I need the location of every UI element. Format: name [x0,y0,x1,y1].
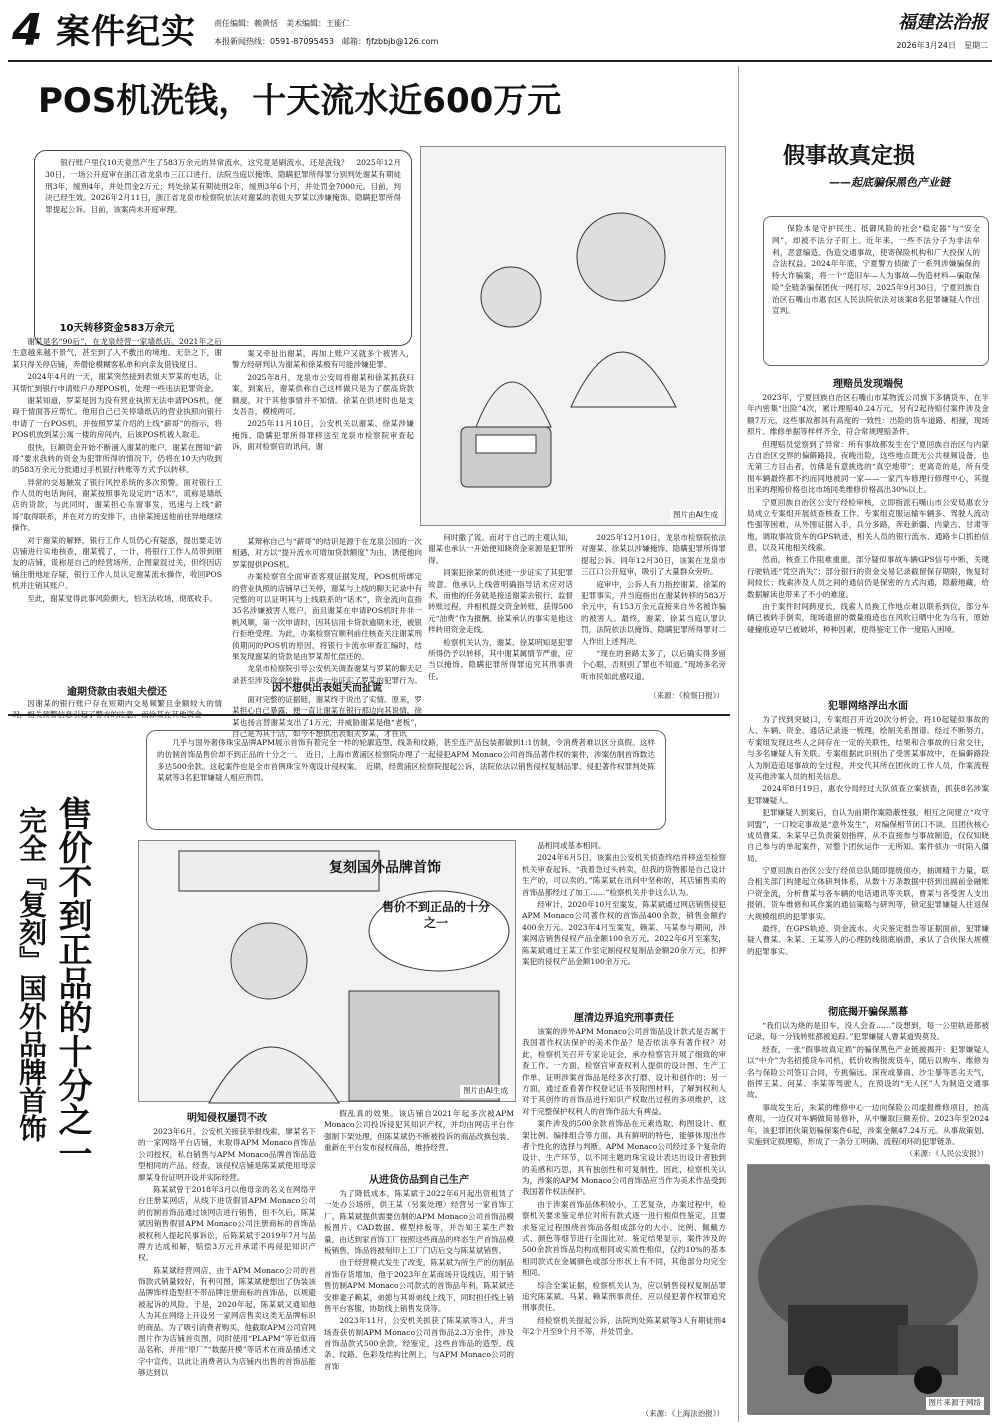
article-source: （来源：《检察日报》） [649,691,724,700]
image-caption: 图片由AI生成 [670,509,721,522]
body-paragraph: 至此，谢某觉得此事风险颇大，怕无法收场，彻底收手。 [27,593,218,603]
speech-bubble: 售价不到正品的十分之一 [381,900,490,930]
article-lead-box [146,730,666,830]
body-paragraph: 陈某斌曾于2018年3月以他母亲的名义在网络平台注册某网店，从线下进货假冒APM Monaco公司的仿制首饰品通过该网店进行销售，但不久后，陈某斌因销售假冒APM Monaco公司注册商标的首饰品被权利人提起民事诉讼，后陈某斌于2019年7月与品牌方达成和解，赔偿3万元并承诺不再侵犯知识产权。 [138,1184,316,1263]
column-1 [12,336,222,682]
column-a2-3b [522,1026,726,1404]
article-title: 假事故真定损 [783,143,916,169]
body-paragraph: 庭审中，公诉人有力指控谢某、徐某的犯罪事实，并当庭指出在谢某转移的583万余元中，有153万余元直接来自外名被诈骗的被害人。最终，谢某、徐某当庭认罪认罚，法院依法以掩饰、隐瞒犯罪所得罪对二人作出上述判决。 [581,579,726,646]
body-paragraph: 2024年6月5日，该案由公安机关侦查终结并移送至检察机关审查起诉。“我着急过头转卖，但我的货物都是自己设计生产的，可以卖的。”陈某斌在讯问中坚称的，其店铺售卖的首饰品都经过了加工……”检察机关并非这么认为。 [522,853,726,897]
body-paragraph: 经查，一张“假事故真定损”的骗保黑色产业链被揭开：犯罪嫌疑人以“中介”为名招揽货车司机，低价收购报废货车，随后以购车、维修为名与保险公司签订合同，专挑偏远、深夜或暴雨、沙尘暴等恶劣天气，指挥王某、何某、李某等驾驶人，在预设的“无人区”人为制造交通事故。 [747,1044,989,1100]
subhead-transfer: 10天转移资金583万余元 [59,323,175,334]
body-paragraph: 然而，核查工作阻难重重，部分疑似事故车辆GPS信号中断，关键行驶轨迹“凭空消失”；部分银行的资金交易记录截留保存期限，恢复时间较长；线索涉及人员之间的通信仍是保密的方式沟通，隐蔽地藏，给数据解读也带来了不小的难度。 [747,555,989,599]
subhead-liability: 厘清边界追究刑事责任 [574,1013,674,1024]
shop-sign: 复刻国外品牌首饰 [329,860,441,876]
body-paragraph: 保险本是守护民生、抵御风险的社会“稳定器”与“安全网”，却被不法分子盯上。近年来，一些不法分子为非法牟利，恶意编造、伪造交通事故，使寄保险机构和广大投保人的合法权益。2024年年底，宁夏警方侦破了一系列涉嫌骗保的特大诈骗案，将一个“造旧车—人为事故—伪造材料—骗取保险”全链条骗保团伙一网打尽。2025年9月30日，宁夏回族自治区石嘴山市惠农区人民法院依法对该案8名犯罪嫌疑人作出宣判。 [772,224,980,316]
column-3 [428,532,726,692]
pos-illustration-art [421,147,727,527]
masthead-logo: 福建法治报 [898,12,988,33]
vertical-title-sub: 完全『复刻』国外品牌首饰 [15,806,48,1142]
column-2c [232,694,422,739]
body-paragraph: 因谢某的银行账户存在短期内交易频繁且金额较大的情况，相关预警信息引起了警方的注意。而徐某在其他资金 [12,699,222,720]
article-pos-laundering [8,66,730,739]
subhead-loan: 逾期贷款由表姐夫偿还 [67,687,167,698]
column-a2-2b [324,1188,514,1416]
illustration-jewelry-shop [138,840,516,1102]
hotline-info: 本报新闻热线：0591-87095453 邮箱：fjfzbbjb@126.com [214,37,439,46]
column-a3-3 [747,1020,989,1144]
body-paragraph: 谢某是名“90后”，在龙泉经营一家墙纸店。2021年之后生意越来越不景气，甚至到了入不敷出的境地。无奈之下，谢某只得关停店铺，奔僧伦模糊客私单和向亲友借钱度日。 [12,337,222,369]
body-paragraph: 宁夏回族自治区公安厅经侦总队随即提级侦办，抽调精干力量，联合相关部门构建起立体研判体系，从数十万条数据中挤到出副前金融账户资金流，分析曹某与各车辆的电话通讯等关联，曹某与各受害人支出报销、货车维修和其作案的通信策略与研判等，锁定犯罪嫌疑人往返保大规模组织的犯罪事实。 [747,866,989,921]
body-paragraph: “现在的套路太多了，以后确实得多留个心眼，否则别了罪也不知道。”现场多名旁听市民如此感叹道。 [581,648,726,681]
subhead-infringe: 明知侵权屡罚不改 [187,1113,267,1124]
body-paragraph: 某辩称自己与“薪哥”的结识是源于在龙泉公园的一次相遇，对方以“提升流水可增加贷款额度”为由，诱使他向罗某提供POS机。 [232,537,423,569]
body-paragraph: 异常的交易触发了银行风控系统的多次预警。面对银行工作人员的电话询问，谢某按照事先设定的“话术”，谎称是墙纸店的货款，与此同时，谢某担心东窗事发，迅速与上线“薪哥”取得联系，并在对方的安排下，由徐某接送他前往异地继续操作。 [12,477,222,533]
body-paragraph: 假乱真的效果。该店铺自2021年起多次被APM Monaco公司投诉侵犯其知识产权，并均由网店平台作强制下架处理，但陈某斌仍不断被投诉的商品改换包装、重新在平台发布侵权商品，维持经营。 [324,1109,514,1153]
body-paragraph: 为了降低成本，陈某斌于2022年6月起出资租赁了一处办公场所，供王某（另案处理）经营另一家首饰工厂。陈某斌提供需要仿制的APM Monaco公司首饰品模板图片、CAD数据、模型样板等，并告知王某生产数量，由达到家首饰工厂按照这些商品的样态生产首饰品模板销售，饰品将被刻印上工厂门店后交与陈某斌销售。 [324,1189,514,1255]
body-paragraph: 最终，在GPS轨迹、资金流水、火灾鉴定报告等证据面前，犯罪嫌疑人曹某、朱某、王某等人的心理防线彻底崩溃，承认了合伙保大规模的犯罪事实。 [747,924,989,956]
body-paragraph: 2023年11月，公安机关抓获了陈某斌等3人，并当场查获仿制APM Monaco公司首饰品2.3万余件，涉及首饰品款式500余款。经鉴定，这些首饰品的造型、线条、纹路、色彩及结构比例上，与APM Monaco公司的首饰 [324,1316,514,1371]
article-fake-accident [738,66,992,1422]
column-1b [12,698,222,720]
column-a3-1 [747,392,989,692]
subhead-adjuster: 理赔员发现端倪 [833,379,903,390]
image-caption: 图片来源于网络 [926,1397,985,1410]
jewelry-illustration-art [139,841,517,1103]
body-paragraph: 陈某斌经营网店，由于APM Monaco公司的首饰款式销量较好，有利可图，陈某斌便想出了伪装该品牌饰样造型但不带品牌注册商标的首饰品，以规避被起诉的风险。于是，2020年起，陈某斌又通知他人为其在网络上开设另一家网店售卖这类无品牌标识的商品。为了吸引消费者购买，他截取APM公司官网图片作为店铺首页图，同时使用“PLAPM”等近似商品名称，并用“原厂”“数据开模”等话术在商品描述文字中宣传，以此让消费者认为店铺内出售的首饰品能够达到以 [138,1265,316,1378]
column-a2-3 [522,840,726,1006]
body-paragraph: 品相同或基本相同。 [537,841,606,850]
body-paragraph: 案又牵扯出谢某，再加上账户又就多个被害人，警方经研判认为谢某和徐某极有可能涉嫌犯罪。 [232,349,414,370]
body-paragraph: 经检察机关提起公诉，法院判处陈某斌等3人有期徒刑4年2个月至9个月不等，并处罚金。 [522,1315,726,1337]
body-paragraph: 很快，巨额资金开始不断涌入谢某的账户，谢某在图知“薪哥”要求我转的资金为犯罪所得的情况下，仍将在10天内收到的583万余元分批通过手机银行转账等方式予以转移。 [12,442,222,475]
body-paragraph: 由于涉案首饰品体积较小，工艺复杂，办案过程中，检察机关要求鉴定单位对所有款式逐一进行相似性鉴定，且要求鉴定过程围绕首饰品各组成部分的大小、比例、佩戴方式、颜色等细节进行全面比对。鉴定结果显示，案件涉及的500余款首饰品均构成相同或实质性相似，仅约10%的基本相同款式在金属颜色或部分形状上有不同，其他部分均完全相同。 [522,1199,726,1278]
column-2b [232,536,423,685]
page-header [8,6,992,62]
subhead-expose: 彻底揭开骗保黑幕 [828,1007,908,1018]
body-paragraph: 几乎与国外奢侈珠宝品牌APM展示首饰有着完全一样的轮廓造型、线条和纹路，甚至连产品包装都做到1:1仿制，令消费者难以区分真假。这样的仿制首饰品售价却不到正品的十分之一。 近日，上海市黄浦区检察院办理了一起侵犯APM Monaco公司首饰品著作权的案件，涉案仿制首饰数达多达500余款。这起案件也是全市首例珠宝外观设计侵权案。 近期，经黄浦区检察院提起公诉，法院依法以销售侵权复制品罪、侵犯著作权罪判处陈某斌等3名犯罪嫌疑人相应刑罚。 [157,738,655,783]
article-source: （来源：《人民公安报》） [905,1149,988,1158]
truck-photo-art [748,1165,990,1415]
section-title: 案件纪实 [56,12,196,52]
body-paragraph: 2025年11月10日，公安机关以谢某、徐某涉嫌掩饰、隐瞒犯罪所得罪移送至龙泉市检察院审查起诉，面对检察官的讯问，谢 [232,419,414,452]
column-a3-2 [747,714,989,1000]
subhead-lie: 因不想供出表姐夫而扯谎 [272,683,382,694]
page-number: 4 [12,5,43,56]
subhead-production: 从进货仿品到自己生产 [369,1175,469,1186]
image-caption: 图片由AI生成 [460,1085,511,1098]
body-paragraph: 事故发生后，朱某的维修中心一边向保险公司虚报维修项目，抬高费用，一边仅对车辆做简易修补，从中赚取巨额差价。2023年至2024年，该犯罪团伙策划骗保案件6起，涉案金额47.24万元。从事故策划、实施到定损理赔，形成了一条分工明确、流程闭环的犯罪链条。 [747,1102,989,1146]
body-paragraph: 办案检察官全面审查客观证据发现，POS机所绑定的营业执照的店铺早已关停，谢某与上线的聊天记录中有完整的可以证明其与上线联系的“话术”，资金流向直指35名涉嫌被害人账户，而且谢某在申请POS机时并非一帆风顺，第一次申请时，因其信用卡贷款逾期未还，被银行拒绝受理。为此，办案检察官顺利前往核查关注谢某刑侦期间的POS机的原因，将银行卡流水审查汇编时，结果发现谢某的贷款是由罗某帮忙偿还的。 [232,572,422,661]
article-subtitle: ——起底骗保黑色产业链 [829,176,950,189]
body-paragraph: 面对完整的证据链，谢某终于说出了实情。原来，罗某担心自己暴露，便一直让谢某在银行那边向其说情，徐某也扬言替谢某支出了1万元，并威胁谢某是他“老板”，自己是为其干活，如今不想供出表姐夫罗某，才在讯 [232,695,422,739]
lead-text: 银行账户里仅10天竟然产生了583万余元的异常流水，这究竟是刷流水，还是洗钱？ 2025年12月30日，一场公开庭审在浙江省龙泉市三江口进行。法院当庭以掩饰、隐瞒犯罪所得罪分别判处谢某有期徒刑3年，缓刑4年，并处罚金2万元；判处徐某有期徒刑2年，缓刑3年6个月，并处罚金7000元。目前，判决已经生效。2026年2月11日，浙江省龙泉市检察院依法对谢某的表姐夫罗某以涉嫌掩饰、隐瞒犯罪所得罪提起公诉。目前，该案尚未开庭审理。 [45,158,401,215]
article-lead-box [763,216,989,366]
vertical-title-main: 售价不到正品的十分之一 [52,796,92,1170]
illustration-pos-terminal [420,146,726,526]
body-paragraph: 但理赔员觉察到了异常：所有事故都发生在宁夏回族自治区与内蒙古自治区交界的偏僻路段，夜晚出险，这些地点既无公共视频设备，也无第三方目击者，仿佛是有意挑选的“真空地带”；更离奇的是，所有受损车辆最终都不约而同地被同一家——一家汽车修理行修理中心，其提出来的理赔价格也比市场同类维修价格高出30%以上。 [747,439,989,495]
body-paragraph: 2024年8月19日，惠农分局经过大队侦查立案侦查，抓获8名涉案犯罪嫌疑人。 [747,784,989,805]
body-paragraph: “我们以为烧的是旧车，没人会查……”设想到，每一公里轨迹都被记录，每一分钱转账都被追踪。”犯罪嫌疑人曹某道毁莫及。 [747,1021,989,1042]
article-lead-bubble [34,150,412,346]
column-a2-1 [138,1126,316,1412]
column-a2-2 [324,1108,514,1168]
body-paragraph: 综合全案证据，检察机关认为，应以销售侵权复制品罪追究陈某斌、马某、赖某刑事责任，应以侵犯著作权罪追究刑事责任。 [522,1280,726,1313]
body-paragraph: 宁夏回族自治区公安厅经检审核，立即指派石嘴山市公安局惠农分局成立专案组开展侦查核查工作。专案组克服运输车辆多、驾驶人流动性强等困难，从外围证据入手，兵分多路，奔赴新疆、内蒙古、甘肃等地，调取事故货车的GPS轨迹，相关人员的银行流水、通路卡口抓拍信息，以及其他相关线索。 [747,497,989,553]
body-paragraph: 2025年12月10日，龙泉市检察院依法对谢某、徐某以涉嫌掩饰、隐瞒犯罪所得罪提起公诉。同年12月30日，该案在龙泉市三江口公开庭审，吸引了大量群众旁听。 [581,533,726,577]
body-paragraph: 2025年8月，龙泉市公安局将谢某和徐某抓获归案，到案后，谢某供称自己这样做只是为了摆高贷款额度，对于其他事情并不知情。徐某在供述时也是支支吾吾，模棱两可。 [232,372,414,416]
body-paragraph: 犯罪嫌疑人到案后，自认为前期作案隐蔽性强，相互之间建立“攻守同盟”，一口咬定事故是“意外发生”，对编保相节闭口不谈。且团伙核心成员曹某、朱某早已负责策划指挥，从不直接参与事故制造，仅仅知晓自己参与的单起案件，对整个团伙运作一无所知。案件侦办一时陷入僵局。 [747,808,989,863]
body-paragraph: 2023年，宁夏回族自治区石嘴山市某物流公司旗下多辆货车，在半年内密集“出险”4次，累计理赔40.24万元，另有2起待赔付案件涉及金额7万元，这些事故都具有高度的一致性：出险的货车道路、相撞，现场照片、维修单据等样样齐全，符合常规理赔条件。 [747,393,989,437]
article-source: （来源：《上海法治报》） [641,1409,724,1418]
body-paragraph: 为了找到突破口，专案组召开近20次分析会，将10起疑似事故的人、车辆、资金、通话记录逐一梳理，绘制关系图谱。经过不断努力，专案组发现这些人之间存在一定的关联性，结果和合事故的日常交往，与多名嫌疑人有关联。专案组据此识别出了受害某事故中，在偏僻路段人为制造追尾事故的全过程，并交代其所在团伙的工作人员，作案流程及其他涉案人员的相关信息。 [747,715,989,781]
body-paragraph: 2023年6月，公安机关接获举报线索，廖某名下的一家网络平台店铺，未取得APM Monaco首饰品公司授权，私自销售与APM Monaco品牌首饰品造型相同的产品。经查，该侵权店铺是陈某斌使用母亲廖某身份证明开设并实际经营。 [138,1127,316,1182]
body-paragraph: 案件涉及的500余款首饰品在元素选取、构图设计、框架比例、编排组合等方面，具有鲜明的特色，能够体现出作者个性化的选择与判断。APM Monaco公司经过多个复杂的设计、生产环节，以不同主题的珠宝设计表达出设计者独到的美感和巧思，具有独创性和可复制性。因此，检察机关认为，涉案的APM Monaco公司首饰品应当作为美术作品受到我国著作权法保护。 [522,1119,726,1197]
body-paragraph: 2024年4月的一天，谢某突然接到表姐夫罗某的电话，让其帮忙到银行申请账户办理POS机，处理一些违法犯罪资金。 [12,372,222,393]
photo-burning-truck [747,1164,989,1414]
body-paragraph: 对于谢某的解释，银行工作人员仍心有疑惑，提出要走访店铺进行实地核查，谢某慌了，一计，将银行工作人员带到朋友的店铺，谎称是自己的经营场所，企图蒙混过关，但终因店铺注册地址存疑，银行工作人员认定谢某流水操作，收回POS机并注销其账户。 [12,535,222,591]
body-paragraph: 问时撒了谎。而对于自己的主观认知，谢某也承认一开始便知晓资金来源是犯罪所得。 [428,533,573,565]
body-paragraph: 由于经营模式发生了改变，陈某斌为所生产的仿制品首饰存货增加，他于2023年在某商场开设线店，用于销售仿制APM Monaco公司款式的首饰品年利，陈某斌还安排妻子赖某，弟媳与其哥弟线上线下，同时担任线上销售平台客服，协助线上销售发货等。 [324,1258,514,1313]
body-paragraph: 同案犯徐某的供述进一步证实了其犯罪故意。他承认上线曾明确指导话术应对话术，而他的任务就是接送谢某去银行、监督转账过程，并相机提交资金转账，获得500元“油费”作为报酬。徐某承认的事实是他这样转用资金走线。 [428,568,573,635]
body-paragraph: 龙泉市检察院引导公安机关调查谢某与罗某的聊天记录甚至涉及资金转账，并进一步证实了罗某的犯罪行为。 [232,664,422,685]
body-paragraph: 谢某知道，罗某是因为没有营业执照无法申请POS机，便碍于情面答应帮忙。他用自己已关停墙纸店的营业执照向银行申请了一台POS机，并按照罗某介绍的上线“薪哥”的指示，将POS机放到某公寓一楼的房间内，后该POS机被人取走。 [12,395,222,440]
body-paragraph: 由于案件时间跨度长，线索人员换工作地点难以联系到位，部分车辆已被转手倒卖，现场遗留的微量痕迹也在风吹日晒中化为乌有，原始碰撞痕迹早已被破坏，种种因素，使得鉴定工作一度陷入困境。 [747,602,989,634]
article-jewelry [8,714,730,1422]
issue-date: 2026年3月24日 星期二 [896,41,988,50]
editor-info: 责任编辑：赖黄恬 美术编辑：王能仁 [214,19,350,28]
body-paragraph: 检察机关认为，谢某、徐某明知是犯罪所得仍予以转移，其中谢某属情节严重，应当以掩饰、隐瞒犯罪所得罪追究其刑事责任。 [428,637,573,681]
article-title: POS机洗钱，十天流水近600万元 [38,81,562,121]
body-paragraph: 该案的涉外APM Monaco公司首饰品设计款式是否属于我国著作权法保护的美术作品？是否依法享有著作权？对此，检察机关召开专家论证会，承办检察官开展了细致的审查工作。一方面，检察官审查权利人提供的设计图、生产工作单、证明涉案首饰品是经多次打磨、设计和创作的；另一方面，通过查看著作权登记证书及附图材料，了解到权利人对于其创作的首饰品进行知识产权取出过程的多项维护，这对于完整保护权利人的首饰作品大有裨益。 [522,1027,726,1116]
subhead-network: 犯罪网络浮出水面 [828,701,908,712]
body-paragraph: 经审计，2020年10月至案发，陈某斌通过网店销售侵犯APM Monaco公司著作权的首饰品400余款，销售金额约400余万元。2023年4月至案发，赖某、马某参与期间，涉案网店销售侵权产品金额100余万元。2022年6月至案发，陈某斌通过王某工作室定制侵权复制品金额20余万元，扣押案犯的侵权产品金额100余万元。 [522,899,726,966]
